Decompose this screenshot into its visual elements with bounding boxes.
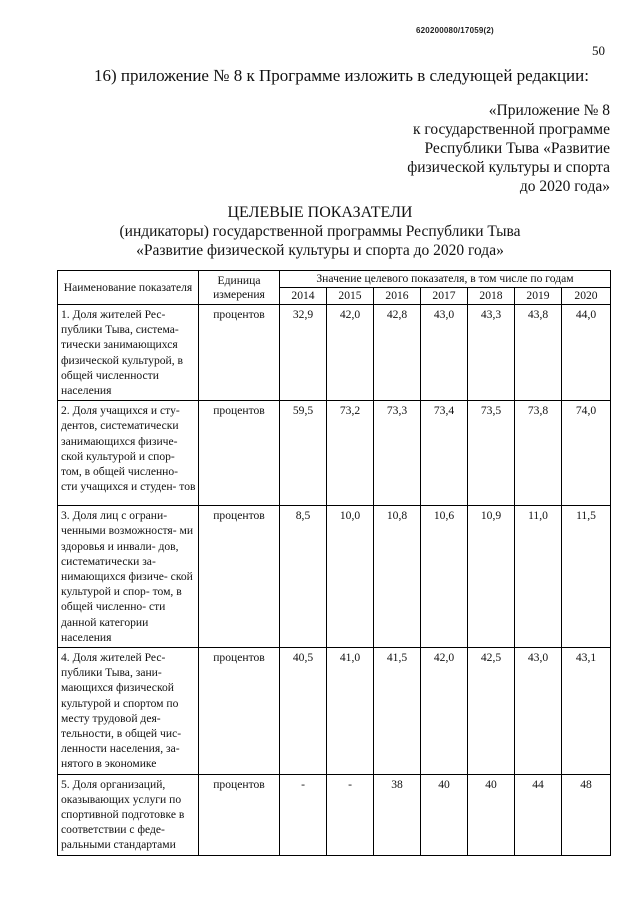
indicator-value: 41,0 <box>327 648 374 775</box>
heading-title: ЦЕЛЕВЫЕ ПОКАЗАТЕЛИ <box>227 204 413 221</box>
appendix-line: «Приложение № 8 <box>488 102 610 119</box>
indicator-value: 10,9 <box>468 506 515 648</box>
indicator-value: 44,0 <box>562 305 611 401</box>
document-heading <box>0 203 640 260</box>
indicator-unit: процентов <box>199 506 280 648</box>
table-row <box>58 401 611 506</box>
appendix-line: до 2020 года» <box>519 178 610 195</box>
indicator-value: 10,6 <box>421 506 468 648</box>
indicator-name: 3. Доля лиц с ограни- ченными возможностя- ми здоровья и инвали- дов, систематически за- нимающихся физиче- ской культурой и спор- том, в общей численно- сти данной категории населения <box>58 506 199 648</box>
indicator-value: 73,8 <box>515 401 562 506</box>
year-header: 2015 <box>327 288 374 305</box>
year-header: 2020 <box>562 288 611 305</box>
indicator-value: 43,8 <box>515 305 562 401</box>
indicator-unit: процентов <box>199 305 280 401</box>
indicator-unit: процентов <box>199 648 280 775</box>
indicator-value: 42,0 <box>421 648 468 775</box>
indicator-value: 38 <box>374 774 421 855</box>
indicator-value: 11,0 <box>515 506 562 648</box>
indicator-unit: процентов <box>199 774 280 855</box>
table-row <box>58 774 611 855</box>
indicator-unit: процентов <box>199 401 280 506</box>
indicator-value: 41,5 <box>374 648 421 775</box>
indicator-name: 4. Доля жителей Рес- публики Тыва, зани- мающихся физической культурой и спортом по месту трудовой дея- тельности, в общей чис- ленности населения, за- нятого в экономике <box>58 648 199 775</box>
indicator-value: 42,5 <box>468 648 515 775</box>
indicator-value: 8,5 <box>280 506 327 648</box>
table-header-row <box>58 271 611 288</box>
table-row <box>58 305 611 401</box>
indicator-value: 40,5 <box>280 648 327 775</box>
indicator-name: 2. Доля учащихся и сту- дентов, систематически занимающихся физиче- ской культурой и спор- том, в общей численно- сти учащихся и студен- тов <box>58 401 199 506</box>
appendix-line: Республики Тыва «Развитие <box>424 140 610 157</box>
year-header: 2017 <box>421 288 468 305</box>
indicator-value: 43,0 <box>515 648 562 775</box>
indicator-value: 73,5 <box>468 401 515 506</box>
year-header: 2016 <box>374 288 421 305</box>
indicator-value: 44 <box>515 774 562 855</box>
indicator-value: 43,3 <box>468 305 515 401</box>
indicator-value: - <box>280 774 327 855</box>
indicator-value: 73,4 <box>421 401 468 506</box>
indicator-value: 40 <box>421 774 468 855</box>
column-header-name: Наименование показателя <box>58 271 199 305</box>
amendment-intro: 16) приложение № 8 к Программе изложить в следующей редакции: <box>94 66 589 85</box>
year-header: 2019 <box>515 288 562 305</box>
page-number: 50 <box>592 43 605 58</box>
indicator-value: 43,0 <box>421 305 468 401</box>
column-header-values: Значение целевого показателя, в том числе по годам <box>280 271 611 288</box>
appendix-line: физической культуры и спорта <box>407 159 610 176</box>
year-header: 2014 <box>280 288 327 305</box>
indicator-value: 10,8 <box>374 506 421 648</box>
indicator-value: 74,0 <box>562 401 611 506</box>
indicator-value: 11,5 <box>562 506 611 648</box>
indicator-value: 40 <box>468 774 515 855</box>
indicator-value: 59,5 <box>280 401 327 506</box>
appendix-line: к государственной программе <box>412 121 610 138</box>
indicator-value: 73,3 <box>374 401 421 506</box>
indicator-value: 73,2 <box>327 401 374 506</box>
column-header-unit: Единица измерения <box>199 271 280 305</box>
heading-program-name: «Развитие физической культуры и спорта до 2020 года» <box>136 242 504 259</box>
table-row <box>58 506 611 648</box>
indicators-table <box>57 270 611 856</box>
year-header: 2018 <box>468 288 515 305</box>
table-row <box>58 648 611 775</box>
indicator-name: 1. Доля жителей Рес- публики Тыва, система- тически занимающихся физической культурой, в общей численности населения <box>58 305 199 401</box>
indicator-name: 5. Доля организаций, оказывающих услуги по спортивной подготовке в соответствии с феде- ральными стандартами <box>58 774 199 855</box>
indicator-value: - <box>327 774 374 855</box>
indicator-value: 43,1 <box>562 648 611 775</box>
appendix-reference <box>350 101 610 196</box>
indicator-value: 42,8 <box>374 305 421 401</box>
indicator-value: 10,0 <box>327 506 374 648</box>
indicator-value: 42,0 <box>327 305 374 401</box>
document-code: 620200080/17059(2) <box>416 26 494 35</box>
indicator-value: 32,9 <box>280 305 327 401</box>
heading-subtitle: (индикаторы) государственной программы Республики Тыва <box>119 223 521 240</box>
indicator-value: 48 <box>562 774 611 855</box>
